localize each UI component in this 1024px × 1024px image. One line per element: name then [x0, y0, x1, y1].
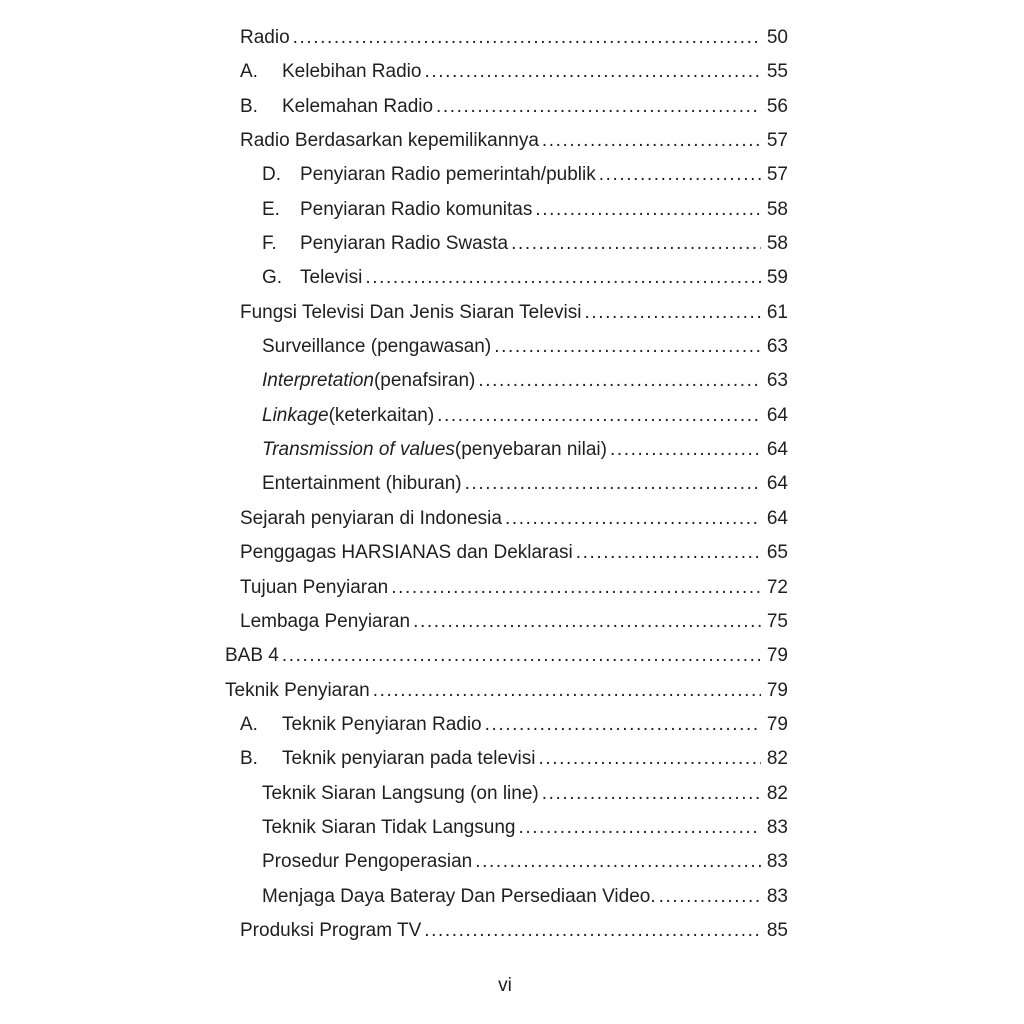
toc-row-letter: B.	[240, 748, 258, 770]
toc-row-page-number: 75	[766, 610, 788, 632]
toc-row-title: Lembaga Penyiaran	[240, 610, 411, 632]
toc-row	[225, 158, 788, 192]
toc-row	[225, 708, 788, 742]
toc-row-letter: E.	[262, 198, 280, 220]
toc-row-title: Entertainment (hiburan)	[262, 473, 462, 495]
toc-row-page-number: 72	[766, 576, 788, 598]
toc-row-title: BAB 4	[225, 645, 279, 667]
toc-row	[225, 261, 788, 295]
toc-row-title: Tujuan Penyiaran	[240, 576, 389, 598]
toc-row-title: Surveillance (pengawasan)	[262, 336, 492, 358]
dot-leader	[542, 777, 761, 811]
toc-row-letter: A.	[240, 713, 258, 735]
toc-row-page-number: 64	[766, 404, 788, 426]
toc-row	[225, 90, 788, 124]
toc-row	[225, 674, 788, 708]
toc-row-title: Penyiaran Radio Swasta	[300, 233, 509, 255]
toc-row-title: Penyiaran Radio pemerintah/publik	[300, 164, 596, 186]
toc-row	[225, 914, 788, 948]
toc-list	[225, 21, 788, 948]
toc-row-title: Penyiaran Radio komunitas	[300, 198, 533, 220]
dot-leader	[282, 639, 761, 673]
footer-page-number: vi	[498, 975, 512, 996]
toc-row-page-number: 82	[766, 748, 788, 770]
toc-row-page-number: 79	[766, 713, 788, 735]
toc-row-title: Menjaga Daya Bateray Dan Persediaan Video.	[262, 885, 656, 907]
dot-leader	[365, 261, 761, 295]
toc-row-title: Teknik Penyiaran	[225, 679, 370, 701]
toc-row-page-number: 59	[766, 267, 788, 289]
toc-row-title: Televisi	[300, 267, 363, 289]
toc-row	[225, 124, 788, 158]
toc-row	[225, 742, 788, 776]
toc-row-page-number: 82	[766, 782, 788, 804]
toc-row	[225, 811, 788, 845]
toc-row-page-number: 61	[766, 301, 788, 323]
toc-row-page-number: 58	[766, 198, 788, 220]
toc-row-page-number: 64	[766, 439, 788, 461]
dot-leader	[373, 674, 761, 708]
toc-row-page-number: 58	[766, 233, 788, 255]
toc-row-page-number: 55	[766, 61, 788, 83]
toc-row-title: Kelebihan Radio	[282, 61, 422, 83]
dot-leader	[465, 467, 761, 501]
toc-row-title: Teknik Siaran Tidak Langsung	[262, 816, 516, 838]
dot-leader	[413, 605, 761, 639]
toc-row-page-number: 79	[766, 645, 788, 667]
toc-row-title: Penggagas HARSIANAS dan Deklarasi	[240, 542, 573, 564]
dot-leader	[610, 433, 761, 467]
toc-row-letter: G.	[262, 267, 283, 289]
toc-row	[225, 639, 788, 673]
dot-leader	[659, 880, 761, 914]
dot-leader	[436, 90, 761, 124]
dot-leader	[391, 571, 761, 605]
toc-row-title: Kelemahan Radio	[282, 95, 434, 117]
toc-row-title: Prosedur Pengoperasian	[262, 851, 473, 873]
toc-row-title-italic: Interpretation	[262, 370, 374, 392]
dot-leader	[519, 811, 761, 845]
toc-row	[225, 571, 788, 605]
dot-leader	[478, 364, 761, 398]
toc-row-title-italic: Linkage	[262, 404, 329, 426]
toc-row	[225, 845, 788, 879]
toc-row-letter: A.	[240, 61, 258, 83]
toc-row-title: (penafsiran)	[373, 370, 476, 392]
toc-row-page-number: 63	[766, 370, 788, 392]
toc-row	[225, 296, 788, 330]
dot-leader	[599, 158, 761, 192]
dot-leader	[539, 742, 761, 776]
toc-row	[225, 364, 788, 398]
toc-row	[225, 467, 788, 501]
toc-row-title: (keterkaitan)	[328, 404, 435, 426]
toc-row-title: Produksi Program TV	[240, 919, 422, 941]
toc-row-title: Sejarah penyiaran di Indonesia	[240, 507, 502, 529]
toc-row	[225, 193, 788, 227]
dot-leader	[584, 296, 760, 330]
toc-row-page-number: 83	[766, 885, 788, 907]
toc-row	[225, 502, 788, 536]
dot-leader	[293, 21, 761, 55]
toc-row-page-number: 64	[766, 507, 788, 529]
dot-leader	[424, 55, 760, 89]
toc-row	[225, 399, 788, 433]
toc-row-page-number: 64	[766, 473, 788, 495]
dot-leader	[485, 708, 761, 742]
dot-leader	[576, 536, 761, 570]
toc-row	[225, 330, 788, 364]
toc-row-title-italic: Transmission of values	[262, 439, 455, 461]
toc-row-title: Teknik Penyiaran Radio	[282, 713, 482, 735]
toc-row-title: Fungsi Televisi Dan Jenis Siaran Televisi	[240, 301, 582, 323]
toc-row-page-number: 83	[766, 851, 788, 873]
toc-row-page-number: 83	[766, 816, 788, 838]
toc-row	[225, 227, 788, 261]
toc-row	[225, 433, 788, 467]
dot-leader	[511, 227, 761, 261]
toc-row-title: Teknik penyiaran pada televisi	[282, 748, 536, 770]
dot-leader	[437, 399, 761, 433]
toc-row-page-number: 57	[766, 130, 788, 152]
dot-leader	[505, 502, 761, 536]
toc-row-page-number: 65	[766, 542, 788, 564]
toc-row-page-number: 56	[766, 95, 788, 117]
toc-row	[225, 536, 788, 570]
toc-row	[225, 777, 788, 811]
toc-row	[225, 21, 788, 55]
toc-row-page-number: 57	[766, 164, 788, 186]
dot-leader	[424, 914, 761, 948]
toc-row-title: Teknik Siaran Langsung (on line)	[262, 782, 539, 804]
toc-row	[225, 55, 788, 89]
dot-leader	[535, 193, 761, 227]
toc-row-title: (penyebaran nilai)	[454, 439, 607, 461]
toc-row-title: Radio	[240, 27, 290, 48]
dot-leader	[542, 124, 761, 158]
toc-row-page-number: 63	[766, 336, 788, 358]
toc-row-page-number: 79	[766, 679, 788, 701]
dot-leader	[494, 330, 761, 364]
toc-row-letter: B.	[240, 95, 258, 117]
toc-row-page-number: 50	[766, 27, 788, 48]
dot-leader	[475, 845, 761, 879]
toc-row	[225, 605, 788, 639]
toc-row	[225, 880, 788, 914]
toc-row-letter: D.	[262, 164, 281, 186]
toc-row-letter: F.	[262, 233, 277, 255]
toc-row-title: Radio Berdasarkan kepemilikannya	[240, 130, 539, 152]
toc-row-page-number: 85	[766, 919, 788, 941]
